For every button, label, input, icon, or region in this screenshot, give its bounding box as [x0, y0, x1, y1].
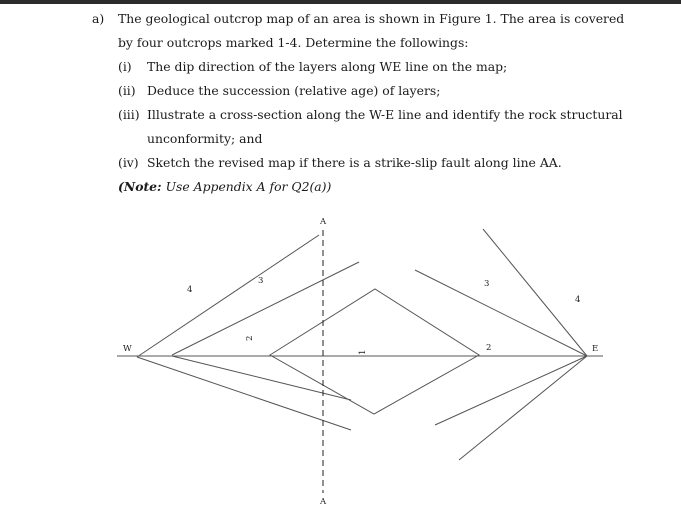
item-iv-marker: (iv) [118, 155, 139, 170]
right-boundary-upper-inner [415, 270, 587, 356]
outcrop-label-left-4: 4 [187, 285, 193, 295]
outcrop-label-right-4: 4 [575, 295, 581, 305]
item-iii-marker: (iii) [118, 107, 140, 122]
label-e: E [592, 344, 599, 354]
central-diamond-outcrop [270, 289, 479, 414]
outcrop-label-left-2: 2 [245, 335, 255, 341]
item-ii-text: Deduce the succession (relative age) of layers; [147, 83, 441, 98]
note-text: Use Appendix A for Q2(a)) [165, 179, 332, 194]
right-boundary-lower-outer [459, 356, 587, 460]
outcrop-label-left-3: 3 [258, 276, 264, 286]
question-line-1: The geological outcrop map of an area is shown in Figure 1. The area is covered [118, 11, 625, 26]
note-label: (Note: [118, 179, 162, 194]
label-a-bottom: A [320, 497, 327, 507]
left-boundary-lower-outer [137, 357, 351, 430]
item-i-text: The dip direction of the layers along WE line on the map; [147, 59, 508, 74]
label-w: W [123, 344, 132, 354]
outcrop-label-right-3: 3 [484, 279, 490, 289]
left-boundary-upper-inner [172, 262, 359, 355]
question-line-2: by four outcrops marked 1-4. Determine the followings: [118, 35, 469, 50]
outcrop-label-center-1: 1 [358, 349, 368, 355]
label-a-top: A [320, 217, 327, 227]
item-ii-marker: (ii) [118, 83, 136, 98]
outcrop-label-right-2: 2 [486, 343, 492, 353]
question-marker: a) [92, 11, 105, 26]
item-i-marker: (i) [118, 59, 132, 74]
item-iii-text: Illustrate a cross-section along the W-E line and identify the rock structural [147, 107, 623, 122]
right-boundary-upper-outer [483, 229, 587, 356]
item-iii-continuation: unconformity; and [147, 131, 263, 146]
item-iv-text: Sketch the revised map if there is a strike-slip fault along line AA. [147, 155, 562, 170]
